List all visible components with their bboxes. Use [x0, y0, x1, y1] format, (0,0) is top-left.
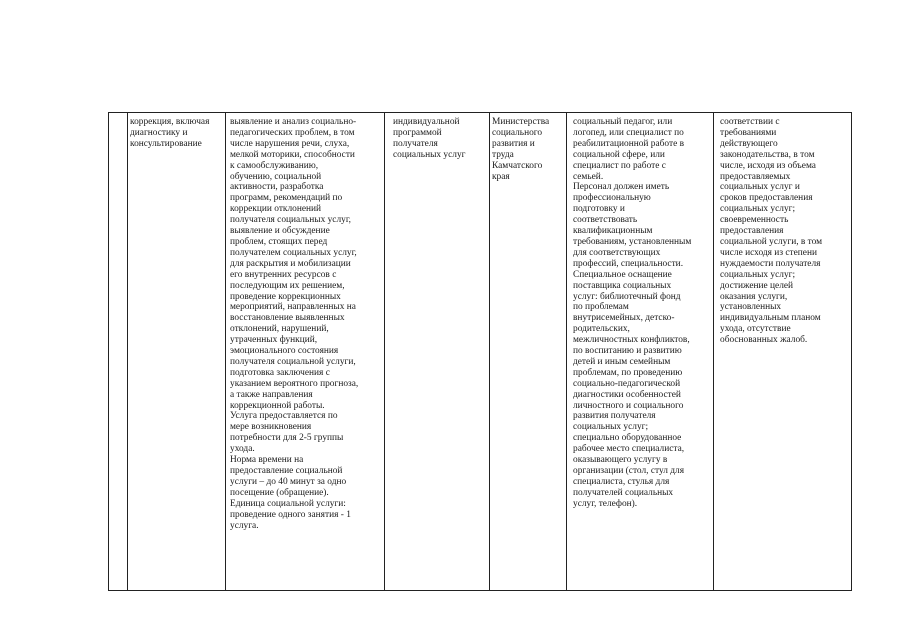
table-top-border — [108, 112, 852, 113]
services-table — [108, 112, 852, 590]
cell-quality-indicators: соответствии с требованиями действующего законодательства, в том числе, исходя из объема предоставляемых социальных услуг и сроков предоставления социальных услуг; своевременность предоставления социальной услуги, в том числе исходя из степени нуждаемости получателя социальных услуг; достижение целей оказания услуги, установленных индивидуальным планом ухода, отсутствие обоснованных жалоб. — [720, 117, 823, 346]
column-divider — [225, 112, 226, 590]
cell-personnel-equipment: социальный педагог, или логопед, или специалист по реабилитационной работе в социальной сфере, или специалист по работе с семьей. Персонал должен иметь профессиональную подготовку и соответствовать квалификационным требованиям, установленным для соответствующих профессий, специальности. Специальное оснащение поставщика социальных услуг: библиотечный фонд по проблемам внутрисемейных, детско- родительских, межличностных конфликтов, по воспитанию и развитию детей и иным семейным проблемам, по проведению социально-педагогической диагностики особенностей личностного и социального развития получателя социальных услуг; специально оборудованное рабочее место специалиста, оказывающего услугу в организации (стол, стул для специалиста, стулья для получателей социальных услуг, телефон). — [573, 117, 692, 509]
cell-program: индивидуальной программой получателя социальных услуг — [393, 117, 466, 160]
column-divider — [127, 112, 128, 590]
column-divider — [566, 112, 567, 590]
column-divider — [108, 112, 109, 590]
column-divider — [384, 112, 385, 590]
column-divider — [489, 112, 490, 590]
cell-service-name: коррекция, включая диагностику и консультирование — [130, 117, 210, 149]
column-divider — [713, 112, 714, 590]
table-bottom-border — [108, 590, 852, 591]
cell-ministry: Министерства социального развития и труда Камчатского края — [492, 117, 550, 182]
cell-service-description: выявление и анализ социально- педагогических проблем, в том числе нарушения речи, слуха, мелкой моторики, способности к самообслуживанию, обучению, социальной активности, разработка программ, рекомендаций по коррекции отклонений получателя социальных услуг, выявление и обсуждение проблем, стоящих перед получателем социальных услуг, для раскрытия и мобилизации его внутренних ресурсов с последующим их решением, проведение коррекционных мероприятий, направленных на восстановление выявленных отклонений, нарушений, утраченных функций, эмоционального состояния получателя социальной услуги, подготовка заключения с указанием вероятного прогноза, а также направления коррекционной работы. Услуга предоставляется по мере возникновения потребности для 2-5 группы ухода. Норма времени на предоставление социальной услуги – до 40 минут за одно посещение (обращение). Единица социальной услуги: проведение одного занятия - 1 услуга. — [230, 117, 359, 531]
column-divider — [851, 112, 852, 590]
